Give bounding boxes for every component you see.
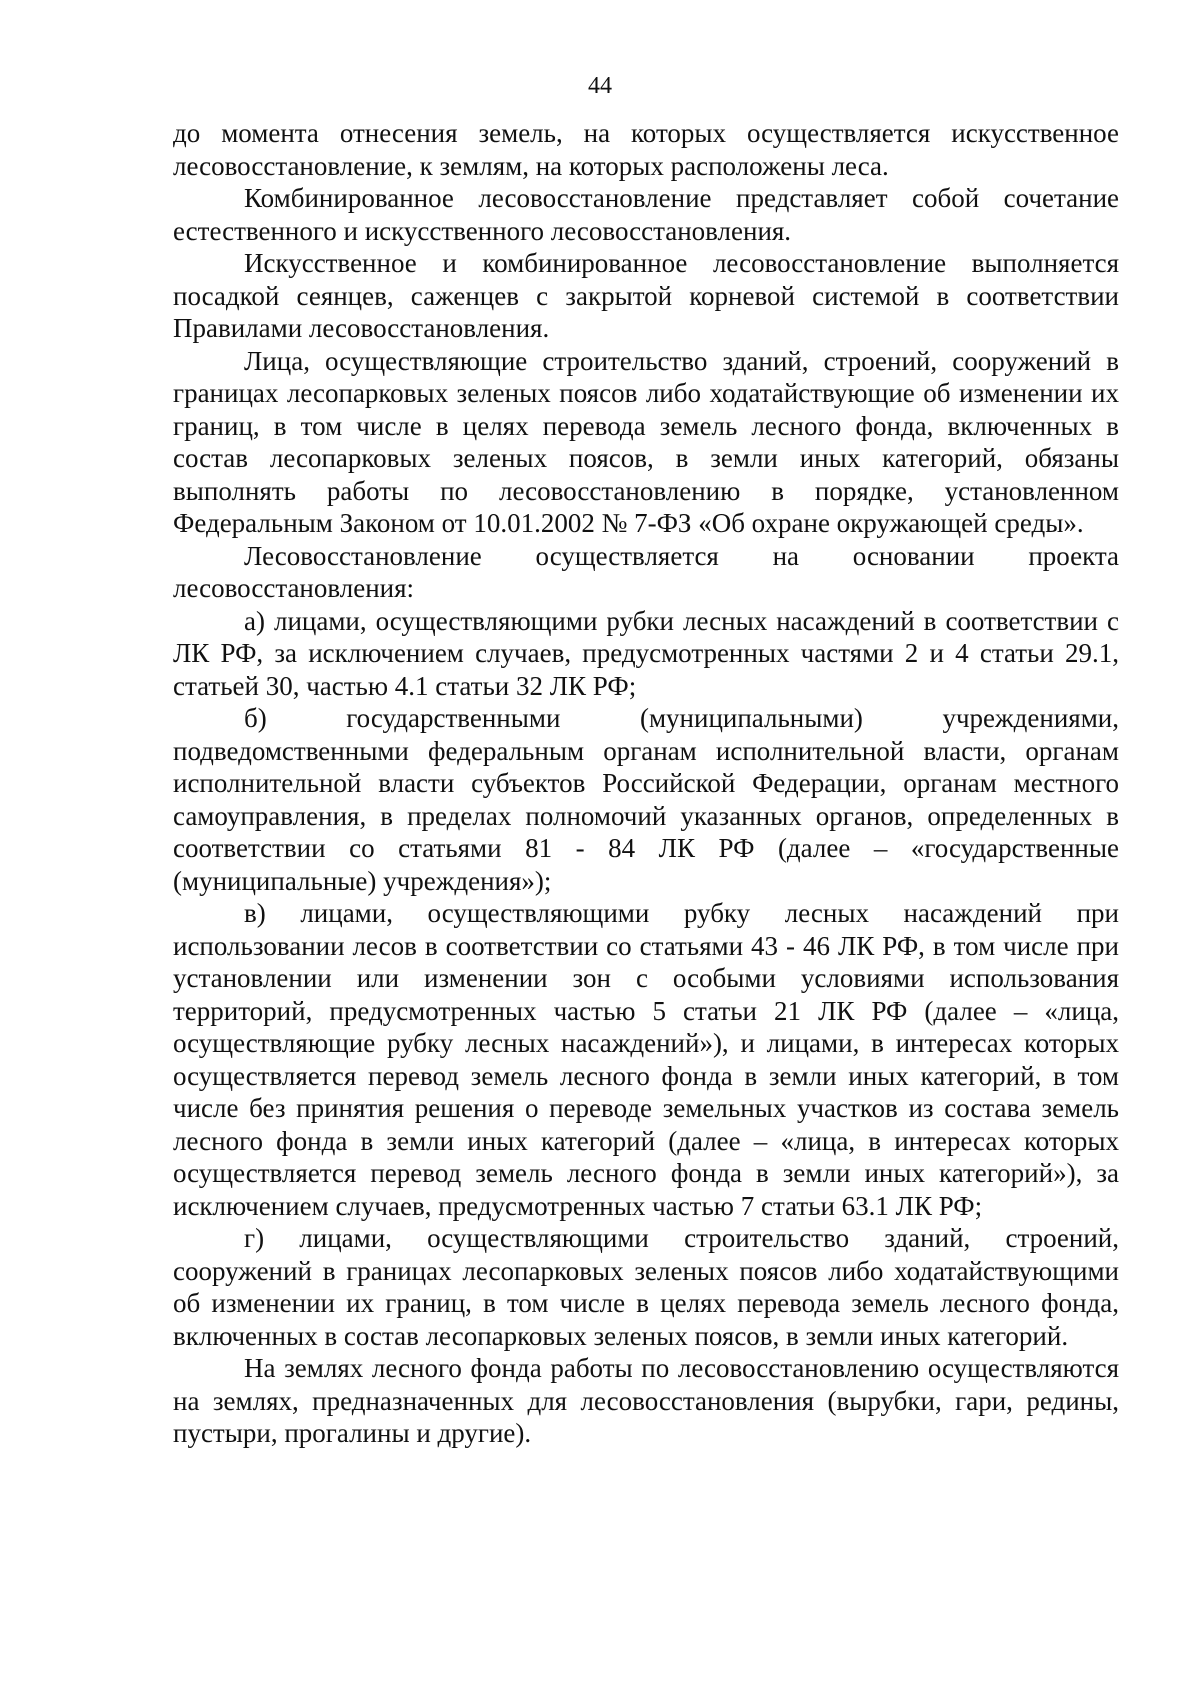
document-body xyxy=(173,117,1119,1450)
page-number: 44 xyxy=(588,73,612,99)
paragraph: Лица, осуществляющие строительство зданий, строений, сооружений в границах лесопарковых зеленых поясов либо ходатайствующие об изменении их границ, в том числе в целях перевода земель лесного фонда, включенных в состав лесопарковых зеленых поясов, в земли иных категорий, обязаны выполнять работы по лесовосстановлению в порядке, установленном Федеральным Законом от 10.01.2002 № 7-ФЗ «Об охране окружающей среды». xyxy=(173,345,1119,538)
list-item-a: а) лицами, осуществляющими рубки лесных насаждений в соответствии с ЛК РФ, за исключением случаев, предусмотренных частями 2 и 4 статьи 29.1, статьей 30, частью 4.1 статьи 32 ЛК РФ; xyxy=(173,605,1119,701)
list-item-g: г) лицами, осуществляющими строительство зданий, строений, сооружений в границах лесопарковых зеленых поясов либо ходатайствующими об изменении их границ, в том числе в целях перевода земель лесного фонда, включенных в состав лесопарковых зеленых поясов, в земли иных категорий. xyxy=(173,1223,1119,1351)
list-item-b: б) государственными (муниципальными) учреждениями, подведомственными федеральным органам исполнительной власти, органам исполнительной власти субъектов Российской Федерации, органам местного самоуправления, в пределах полномочий указанных органов, определенных в соответствии со статьями 81 - 84 ЛК РФ (далее – «государственные (муниципальные) учреждения»); xyxy=(173,703,1119,896)
paragraph: Искусственное и комбинированное лесовосстановление выполняется посадкой сеянцев, саженцев с закрытой корневой системой в соответствии Правилами лесовосстановления. xyxy=(173,248,1119,343)
paragraph: до момента отнесения земель, на которых осуществляется искусственное лесовосстановление, к землям, на которых расположены леса. xyxy=(173,118,1119,181)
paragraph: Лесовосстановление осуществляется на основании проекта лесовосстановления: xyxy=(173,540,1119,603)
paragraph: Комбинированное лесовосстановление представляет собой сочетание естественного и искусственного лесовосстановления. xyxy=(173,183,1119,246)
list-item-v: в) лицами, осуществляющими рубку лесных насаждений при использовании лесов в соответствии со статьями 43 - 46 ЛК РФ, в том числе при установлении или изменении зон с особыми условиями использования территорий, предусмотренных частью 5 статьи 21 ЛК РФ (далее – «лица, осуществляющие рубку лесных насаждений»), и лицами, в интересах которых осуществляется перевод земель лесного фонда в земли иных категорий, в том числе без принятия решения о переводе земельных участков из состава земель лесного фонда в земли иных категорий (далее – «лица, в интересах которых осуществляется перевод земель лесного фонда в земли иных категорий»), за исключением случаев, предусмотренных частью 7 статьи 63.1 ЛК РФ; xyxy=(173,898,1119,1221)
paragraph: На землях лесного фонда работы по лесовосстановлению осуществляются на землях, предназначенных для лесовосстановления (вырубки, гари, редины, пустыри, прогалины и другие). xyxy=(173,1353,1119,1448)
